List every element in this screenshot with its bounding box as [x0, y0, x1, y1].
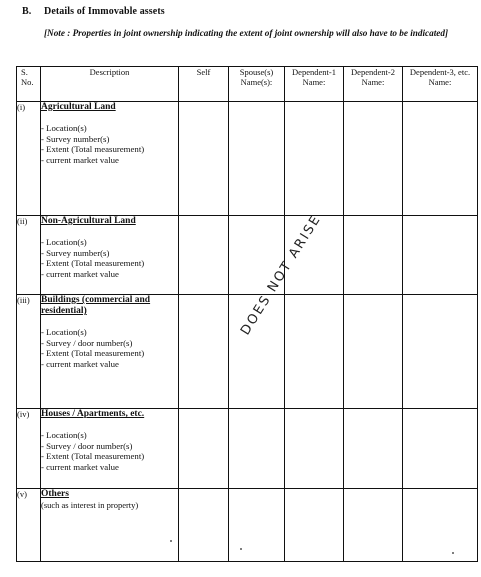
scan-speck [170, 540, 172, 542]
table-row [17, 489, 478, 562]
list-item: - Survey number(s) [41, 247, 110, 258]
cell-dependent-2 [344, 409, 403, 489]
row-category: Others [41, 489, 69, 499]
row-category: Buildings (commercial and residential) [41, 295, 151, 316]
row-item-list [41, 327, 178, 369]
cell-dependent-3 [403, 216, 478, 295]
scan-speck [240, 548, 242, 550]
cell-dependent-3 [403, 295, 478, 409]
cell-dependent-1 [285, 295, 344, 409]
cell-spouse [229, 489, 285, 562]
header-description: Description [41, 67, 179, 102]
list-item: - Location(s) [41, 123, 87, 133]
cell-self [179, 489, 229, 562]
list-item: - current market value [41, 358, 119, 369]
list-item: - current market value [41, 154, 119, 165]
row-sno: (iv) [17, 409, 41, 489]
row-sno: (iii) [17, 295, 41, 409]
row-item-list [41, 237, 178, 279]
list-item: - current market value [41, 268, 119, 279]
cell-self [179, 295, 229, 409]
list-item: - Location(s) [41, 430, 87, 440]
cell-self [179, 216, 229, 295]
section-heading [22, 6, 165, 17]
cell-dependent-1 [285, 489, 344, 562]
cell-dependent-3 [403, 489, 478, 562]
scan-speck [452, 552, 454, 554]
header-dependent-3: Dependent-3, etc. Name: [403, 67, 478, 102]
list-item: - Survey / door number(s) [41, 440, 133, 451]
list-item: - Extent (Total measurement) [41, 258, 145, 268]
cell-spouse [229, 102, 285, 216]
section-letter: B. [22, 6, 32, 17]
table-row [17, 409, 478, 489]
row-sno: (i) [17, 102, 41, 216]
row-description [41, 295, 179, 409]
cell-spouse [229, 409, 285, 489]
header-dependent-2: Dependent-2 Name: [344, 67, 403, 102]
cell-self [179, 409, 229, 489]
cell-dependent-1 [285, 102, 344, 216]
row-description [41, 409, 179, 489]
list-item: - Survey number(s) [41, 133, 110, 144]
row-description [41, 216, 179, 295]
row-subtext: (such as interest in property) [41, 500, 139, 510]
row-description [41, 489, 179, 562]
header-spouse: Spouse(s) Name(s): [229, 67, 285, 102]
header-sno: S. No. [17, 67, 41, 102]
cell-dependent-3 [403, 409, 478, 489]
section-title: Details of Immovable assets [44, 6, 165, 17]
list-item: - Extent (Total measurement) [41, 451, 145, 461]
table-row [17, 216, 478, 295]
cell-dependent-2 [344, 489, 403, 562]
row-item-list [41, 123, 178, 165]
joint-ownership-note: [Note : Properties in joint ownership indicating the extent of joint ownership will also have to be indicated] [44, 28, 449, 38]
cell-dependent-1 [285, 409, 344, 489]
cell-dependent-2 [344, 102, 403, 216]
row-description [41, 102, 179, 216]
row-item-list [41, 430, 178, 472]
row-category: Agricultural Land [41, 102, 116, 112]
list-item: - Survey / door number(s) [41, 337, 133, 348]
table-row [17, 295, 478, 409]
list-item: - Extent (Total measurement) [41, 348, 145, 358]
header-self: Self [179, 67, 229, 102]
row-category: Houses / Apartments, etc. [41, 409, 145, 419]
header-dependent-1: Dependent-1 Name: [285, 67, 344, 102]
list-item: - Extent (Total measurement) [41, 144, 145, 154]
row-sno: (v) [17, 489, 41, 562]
cell-self [179, 102, 229, 216]
row-category: Non-Agricultural Land [41, 216, 136, 226]
list-item: - Location(s) [41, 327, 87, 337]
table-row [17, 102, 478, 216]
list-item: - current market value [41, 461, 119, 472]
table-header-row [17, 67, 478, 102]
handwritten-annotation: DOES NOT ARISE [238, 212, 325, 338]
list-item: - Location(s) [41, 237, 87, 247]
cell-dependent-3 [403, 102, 478, 216]
cell-dependent-2 [344, 216, 403, 295]
cell-dependent-2 [344, 295, 403, 409]
row-sno: (ii) [17, 216, 41, 295]
